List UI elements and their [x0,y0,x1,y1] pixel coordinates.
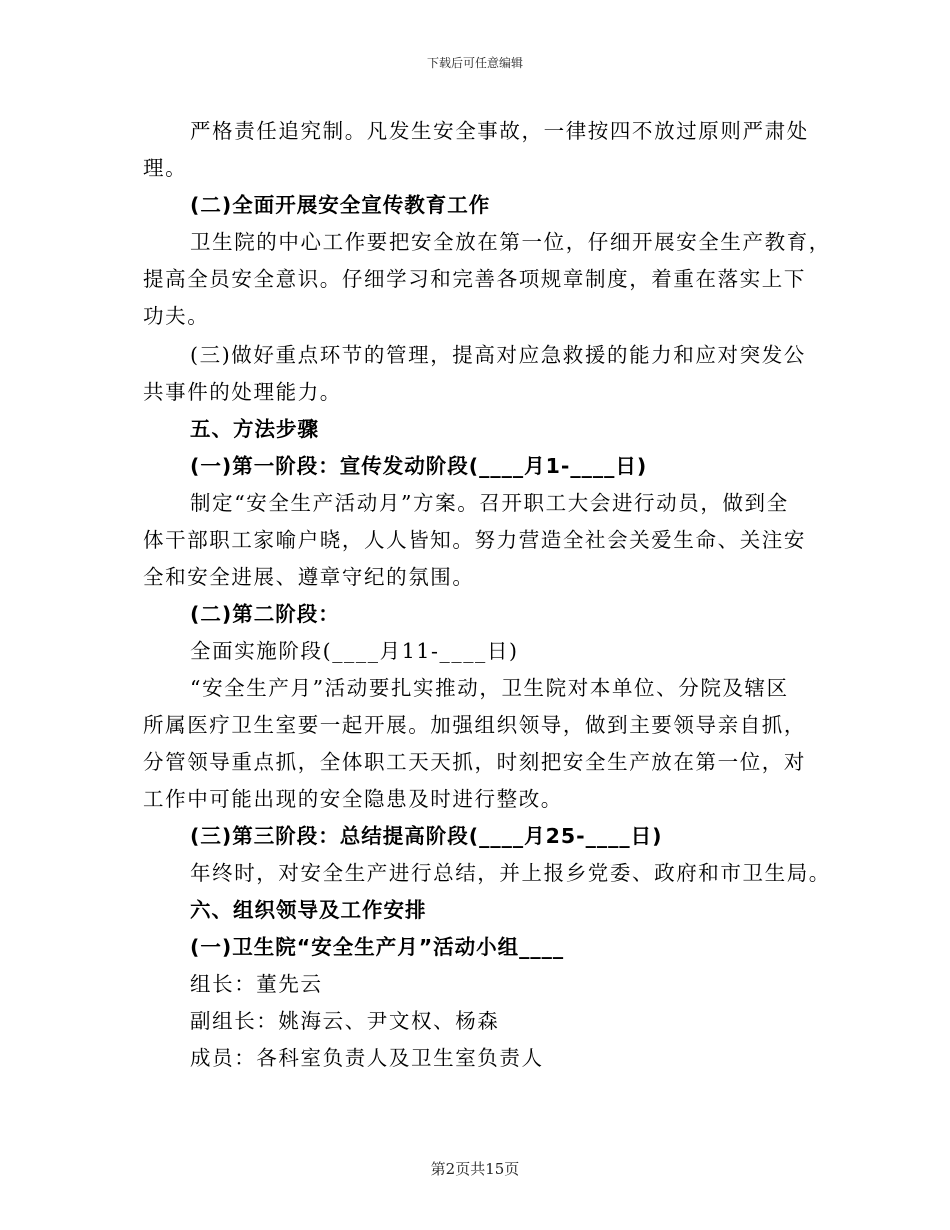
section-heading: 六、组织领导及工作安排 [190,898,427,922]
text-line: 副组长：姚海云、尹文权、杨森 [190,1009,500,1033]
text-line: “安全生产月”活动要扎实推动，卫生院对本单位、分院及辖区 [190,676,789,700]
text-line: 体干部职工家喻户晓，人人皆知。努力营造全社会关爱生命、关注安 [143,528,806,552]
text-line: 卫生院的中心工作要把安全放在第一位，仔细开展安全生产教育， [190,230,831,254]
text-line: 所属医疗卫生室要一起开展。加强组织领导，做到主要领导亲自抓， [143,713,806,737]
section-heading: 五、方法步骤 [190,417,319,441]
text-line: 工作中可能出现的安全隐患及时进行整改。 [143,787,563,811]
text-line: 组长：董先云 [190,972,323,996]
section-heading: (一)卫生院“安全生产月”活动小组____ [190,935,565,959]
text-line: 制定“安全生产活动月”方案。召开职工大会进行动员，做到全 [190,491,789,515]
text-line: 成员：各科室负责人及卫生室负责人 [190,1046,544,1070]
section-heading: (一)第一阶段：宣传发动阶段(____月1-____日) [190,454,648,478]
text-line: 全和安全进展、遵章守纪的氛围。 [143,565,475,589]
section-heading: (二)全面开展安全宣传教育工作 [190,193,491,217]
text-line: 功夫。 [143,304,210,328]
text-line: 提高全员安全意识。仔细学习和完善各项规章制度，着重在落实上下 [143,267,806,291]
text-line: (三)做好重点环节的管理，提高对应急救援的能力和应对突发公 [190,343,806,367]
page-footer: 第2页共15页 [430,1160,520,1178]
section-heading: (三)第三阶段：总结提高阶段(____月25-____日) [190,824,663,848]
text-line: 年终时，对安全生产进行总结，并上报乡党委、政府和市卫生局。 [190,861,831,885]
text-line: 理。 [143,156,188,180]
text-line: 全面实施阶段(____月11-____日) [190,639,519,663]
section-heading: (二)第二阶段： [190,602,340,626]
text-line: 严格责任追究制。凡发生安全事故，一律按四不放过原则严肃处 [190,119,809,143]
page-header: 下载后可任意编辑 [426,56,523,70]
text-line: 分管领导重点抓，全体职工天天抓，时刻把安全生产放在第一位，对 [143,750,806,774]
text-line: 共事件的处理能力。 [143,380,342,404]
